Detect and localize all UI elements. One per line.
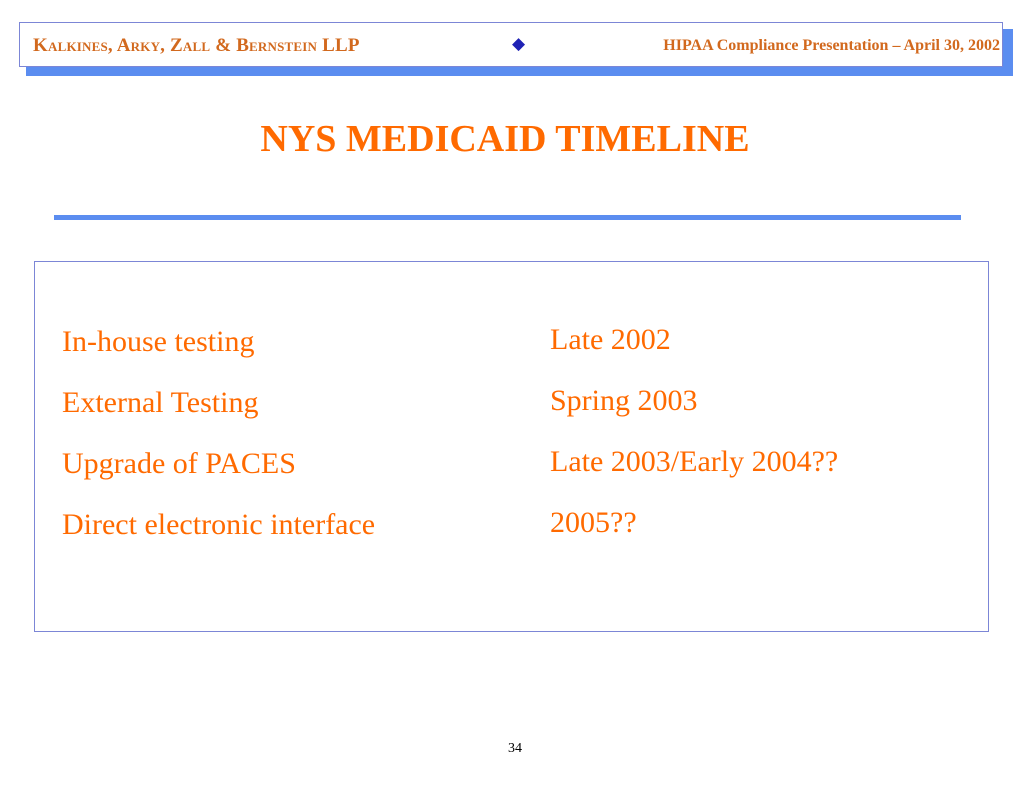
page-number: 34 <box>508 741 522 756</box>
timeline-date: Late 2002 <box>550 323 671 356</box>
timeline-date: 2005?? <box>550 506 637 539</box>
timeline-date: Spring 2003 <box>550 384 698 417</box>
timeline-task: Upgrade of PACES <box>62 447 296 480</box>
timeline-task: Direct electronic interface <box>62 508 376 541</box>
timeline-task: In-house testing <box>62 325 255 358</box>
timeline-box <box>34 261 989 632</box>
timeline-task: External Testing <box>62 386 259 419</box>
slide-header <box>19 22 1003 67</box>
presentation-title: HIPAA Compliance Presentation – April 30, 2002 <box>663 37 1000 54</box>
firm-name: Kalkines, Arky, Zall & Bernstein LLP <box>33 35 360 56</box>
timeline-date: Late 2003/Early 2004?? <box>550 445 839 478</box>
slide-title: NYS MEDICAID TIMELINE <box>260 118 750 160</box>
title-divider <box>54 215 961 220</box>
diamond-separator-icon: ◆ <box>512 34 526 53</box>
